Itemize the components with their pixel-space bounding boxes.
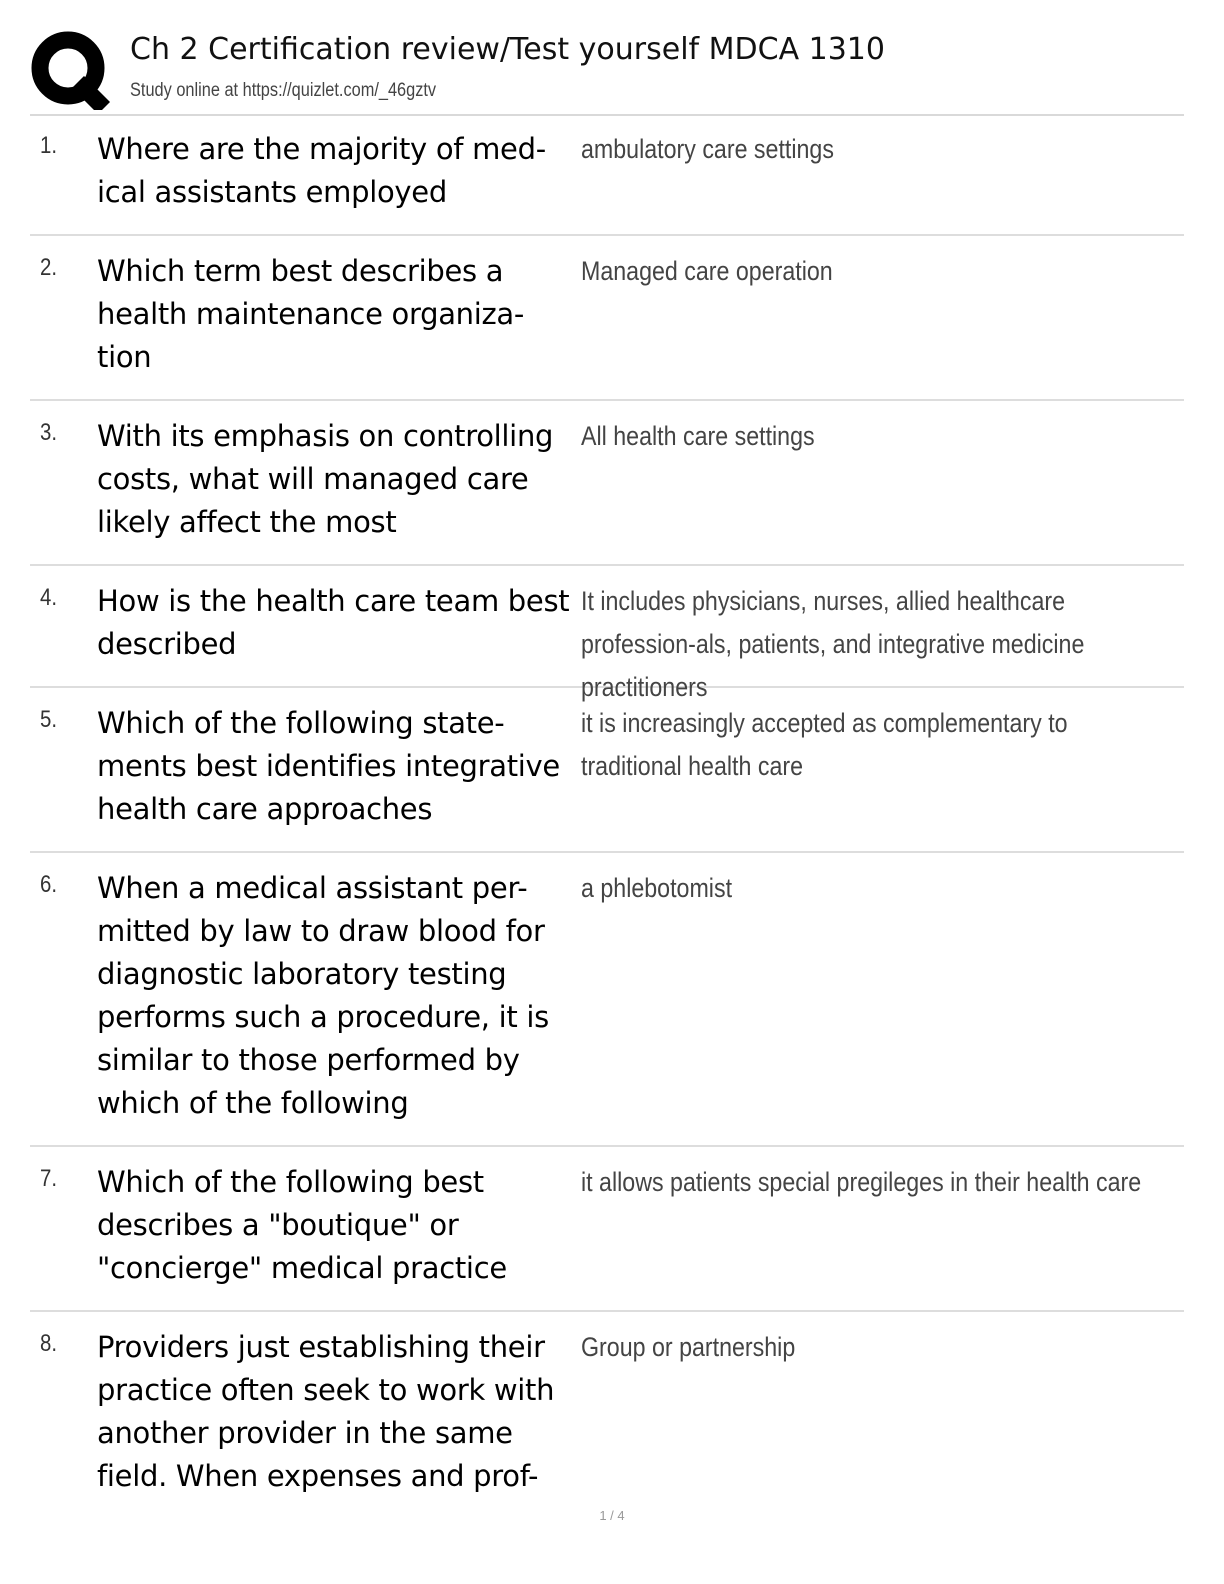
card-number: 3. (40, 419, 58, 446)
card-definition: All health care settings (581, 421, 815, 451)
document-title: Ch 2 Certification review/Test yourself MDCA 1310 (130, 32, 885, 67)
card-term: Which of the following state-ments best identifies integrative health care approaches (97, 706, 560, 826)
card-number: 5. (40, 706, 58, 733)
card-term: With its emphasis on controlling costs, what will managed care likely affect the most (97, 419, 554, 539)
card-definition: Managed care operation (581, 256, 833, 286)
page-number: 1 / 4 (599, 1508, 625, 1523)
flashcard-row (30, 114, 1184, 236)
card-definition: it allows patients special pregileges in their health care (581, 1167, 1142, 1197)
flashcard-row (30, 401, 1184, 566)
card-term: How is the health care team best described (97, 584, 570, 661)
flashcard-row (30, 236, 1184, 401)
card-term: Which term best describes a health maintenance organiza-tion (97, 254, 525, 374)
card-term: Where are the majority of med-ical assistants employed (97, 132, 546, 209)
card-number: 6. (40, 871, 58, 898)
flashcard-list (30, 114, 1184, 1518)
card-number: 8. (40, 1330, 58, 1357)
flashcard-row (30, 1147, 1184, 1312)
card-definition: ambulatory care settings (581, 134, 834, 164)
card-definition: a phlebotomist (581, 873, 733, 903)
card-definition: it is increasingly accepted as complementary to traditional health care (581, 708, 1068, 781)
document-header (30, 28, 1184, 116)
study-online-link-text: Study online at https://quizlet.com/_46gztv (130, 80, 437, 101)
card-term: When a medical assistant per-mitted by law to draw blood for diagnostic laboratory testing performs such a procedure, it is similar to those performed by which of the following (97, 871, 549, 1120)
card-number: 7. (40, 1165, 58, 1192)
card-term: Which of the following best describes a "boutique" or "concierge" medical practice (97, 1165, 507, 1285)
flashcard-row (30, 688, 1184, 853)
card-number: 4. (40, 584, 58, 611)
quizlet-logo-icon (30, 30, 110, 110)
card-definition: Group or partnership (581, 1332, 796, 1362)
card-number: 2. (40, 254, 58, 281)
flashcard-row (30, 566, 1184, 702)
card-definition: It includes physicians, nurses, allied healthcare profession-als, patients, and integrative medicine practitioners (581, 586, 1085, 702)
flashcard-row (30, 853, 1184, 1147)
flashcard-row (30, 1312, 1184, 1518)
card-term: Providers just establishing their practice often seek to work with another provider in the same field. When expenses and prof- (97, 1330, 555, 1493)
card-number: 1. (40, 132, 58, 159)
